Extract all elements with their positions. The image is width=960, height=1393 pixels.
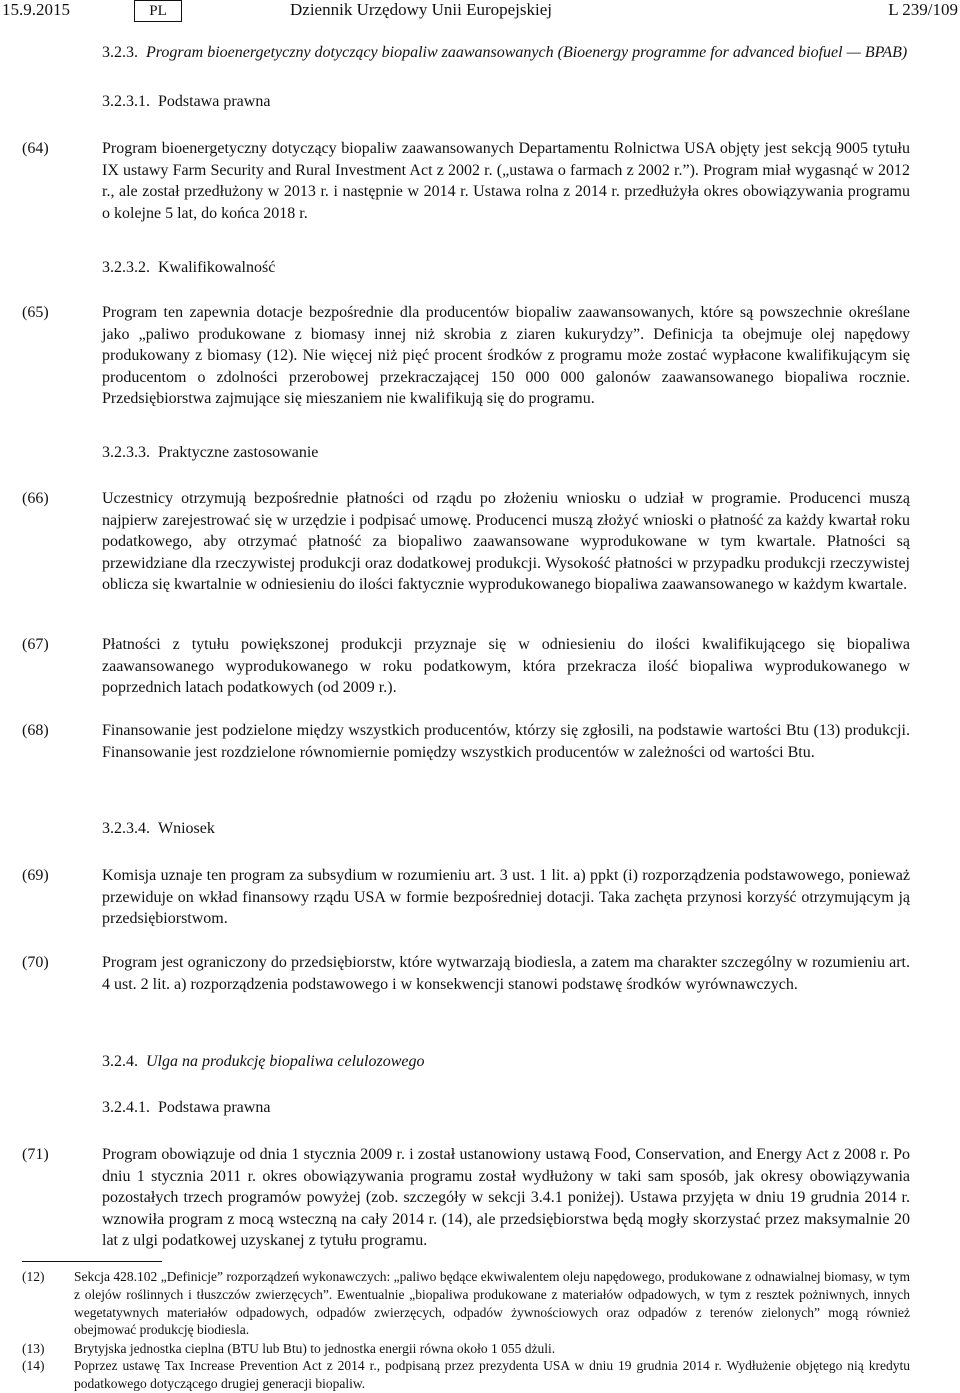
section-title: Podstawa prawna xyxy=(158,1099,271,1116)
footnote-14 xyxy=(22,1357,910,1393)
paragraph-text: Program bioenergetyczny dotyczący biopaliw zaawansowanych Departamentu Rolnictwa USA objęty jest sekcją 9005 tytułu IX ustawy Farm Security and Rural Investment Act z 2002 r. („ustawa o farmach z 2002 r.”). Program miał wygasnąć w 2012 r., ale został przedłużony w 2013 r. i następnie w 2014 r. Ustawa rolna z 2014 r. przedłużyła okres obowiązywania programu o kolejne 5 lat, do końca 2018 r. xyxy=(102,140,910,222)
paragraph-text: Płatności z tytułu powiększonej produkcji przyznaje się w odniesieniu do ilości kwalifikującego się biopaliwa zaawansowanego wyprodukowanego w roku podatkowym, która przekracza ilość biopaliwa wyprodukowanego w poprzednich latach podatkowych (od 2009 r.). xyxy=(102,636,910,697)
section-heading xyxy=(102,93,270,111)
paragraph-number: (64) xyxy=(22,140,49,157)
paragraph-number: (67) xyxy=(22,636,49,653)
paragraph-text: Program jest ograniczony do przedsiębiorstw, które wytwarzają biodiesla, a zatem ma charakter szczególny w rozumieniu art. 4 ust. 2 lit. a) rozporządzenia podstawowego i w konsekwencji stanowi podstawę środków wyrównawczych. xyxy=(102,954,910,993)
paragraph-66 xyxy=(22,488,910,620)
footnote-text: Brytyjska jednostka cieplna (BTU lub Btu) to jednostka energii równa około 1 055 dżuli. xyxy=(74,1341,556,1356)
paragraph-70 xyxy=(22,952,910,1018)
footnote-12 xyxy=(22,1268,910,1340)
section-number: 3.2.3.3. xyxy=(102,444,150,461)
paragraph-number: (68) xyxy=(22,722,49,739)
section-title: Podstawa prawna xyxy=(158,93,271,110)
page-number: L 239/109 xyxy=(888,0,958,19)
section-number: 3.2.4. xyxy=(102,1053,138,1070)
section-title: Wniosek xyxy=(158,820,215,837)
section-title: Ulga na produkcję biopaliwa celulozowego xyxy=(146,1053,425,1070)
section-title: Kwalifikowalność xyxy=(158,259,276,276)
section-heading xyxy=(102,259,275,277)
section-heading xyxy=(102,44,907,62)
paragraph-68 xyxy=(22,720,910,786)
paragraph-69 xyxy=(22,865,910,931)
paragraph-text: Komisja uznaje ten program za subsydium w rozumieniu art. 3 ust. 1 lit. a) ppkt (i) rozporządzenia podstawowego, ponieważ przewiduje on wkład finansowy rządu USA w formie bezpośredniej dotacji. Taka zachęta przynosi korzyść otrzymującym ją przedsiębiorstwom. xyxy=(102,867,910,928)
section-number: 3.2.3. xyxy=(102,44,138,61)
journal-title: Dziennik Urzędowy Unii Europejskiej xyxy=(290,0,553,19)
paragraph-number: (65) xyxy=(22,304,49,321)
footnote-number: (13) xyxy=(22,1341,45,1356)
paragraph-text: Finansowanie jest podzielone między wszystkich producentów, którzy się zgłosili, na podstawie wartości Btu (13) produkcji. Finansowanie jest rozdzielone równomiernie pomiędzy wszystkich producentów w zależności od wartości Btu. xyxy=(102,722,910,761)
footnote-number: (14) xyxy=(22,1358,45,1373)
footnote-number: (12) xyxy=(22,1269,45,1284)
footnote-separator xyxy=(22,1261,162,1262)
section-heading xyxy=(102,1053,424,1071)
section-number: 3.2.3.1. xyxy=(102,93,150,110)
header-date: 15.9.2015 xyxy=(2,0,70,19)
paragraph-67 xyxy=(22,634,910,700)
paragraph-65 xyxy=(22,302,910,412)
page-header xyxy=(0,0,960,24)
paragraph-71 xyxy=(22,1144,910,1254)
section-title: Praktyczne zastosowanie xyxy=(158,444,319,461)
section-number: 3.2.4.1. xyxy=(102,1099,150,1116)
footnote-text: Sekcja 428.102 „Definicje” rozporządzeń wykonawczych: „paliwo będące ekwiwalentem oleju napędowego, produkowane z odnawialnej biomasy, w tym z olejów roślinnych i tłuszczów zwierzęcych”. Ewentualnie „biopaliwa produkowane z materiałów odpadowych, w tym z resztek pożniwnych, innych wegetatywnych materiałów odpadowych, odpadów zwierzęcych, odpadów żywnościowych oraz odpadów z terenów zielonych” mogą również obejmować produkcję biodiesla. xyxy=(74,1269,910,1338)
section-number: 3.2.3.2. xyxy=(102,259,150,276)
section-heading xyxy=(102,1099,270,1117)
section-heading xyxy=(102,820,215,838)
paragraph-number: (69) xyxy=(22,867,49,884)
paragraph-number: (70) xyxy=(22,954,49,971)
section-heading xyxy=(102,444,318,462)
footnote-13 xyxy=(22,1340,910,1358)
paragraph-text: Program ten zapewnia dotacje bezpośrednie dla producentów biopaliw zaawansowanych, które są powszechnie określane jako „paliwo produkowane z biomasy innej niż skrobia z ziaren kukurydzy”. Definicja ta obejmuje olej napędowy produkowany z biomasy (12). Nie więcej niż pięć procent środków z programu może zostać wypłacone kwalifikującym się producentom o zdolności przerobowej przekraczającej 150 000 000 galonów zaawansowanego biopaliwa rocznie. Przedsiębiorstwa zajmujące się mieszaniem nie kwalifikują się do programu. xyxy=(102,304,910,408)
paragraph-64 xyxy=(22,138,910,226)
paragraph-number: (66) xyxy=(22,490,49,507)
language-badge: PL xyxy=(134,0,182,22)
paragraph-text: Program obowiązuje od dnia 1 stycznia 2009 r. i został ustanowiony ustawą Food, Conservation, and Energy Act z 2008 r. Po dniu 1 stycznia 2011 r. okres obowiązywania programu został wydłużony w taki sam sposób, jak okresy obowiązywania pozostałych trzech programów powyżej (zob. szczegóły w sekcji 3.4.1 poniżej). Ustawa przyjęta w dniu 19 grudnia 2014 r. wznowiła program z mocą wsteczną na cały 2014 r. (14), ale przedsiębiorstwa będą mogły skorzystać przez maksymalnie 20 lat z ulgi podatkowej uzyskanej z tytułu programu. xyxy=(102,1146,910,1250)
paragraph-text: Uczestnicy otrzymują bezpośrednie płatności od rządu po złożeniu wniosku o udział w programie. Producenci muszą najpierw zarejestrować się w urzędzie i podpisać umowę. Producenci muszą złożyć wnioski o płatność za każdy kwartał roku podatkowego, aby otrzymać płatność za biopaliwo zaawansowane wyprodukowane w tym kwartale. Płatności są przewidziane dla rzeczywistej produkcji oraz dodatkowej produkcji. Wysokość płatności w przypadku produkcji rzeczywistej oblicza się kwartalnie w odniesieniu do ilości faktycznie wyprodukowanego biopaliwa zaawansowanego w każdym kwartale. xyxy=(102,490,910,594)
paragraph-number: (71) xyxy=(22,1146,49,1163)
section-title: Program bioenergetyczny dotyczący biopaliw zaawansowanych (Bioenergy programme for advanced biofuel — BPAB) xyxy=(146,44,908,61)
section-number: 3.2.3.4. xyxy=(102,820,150,837)
footnote-text: Poprzez ustawę Tax Increase Prevention Act z 2014 r., podpisaną przez prezydenta USA w dniu 19 grudnia 2014 r. Wydłużenie objętego nią kredytu podatkowego dotyczącego drugiej generacji biopaliw. xyxy=(74,1358,910,1391)
